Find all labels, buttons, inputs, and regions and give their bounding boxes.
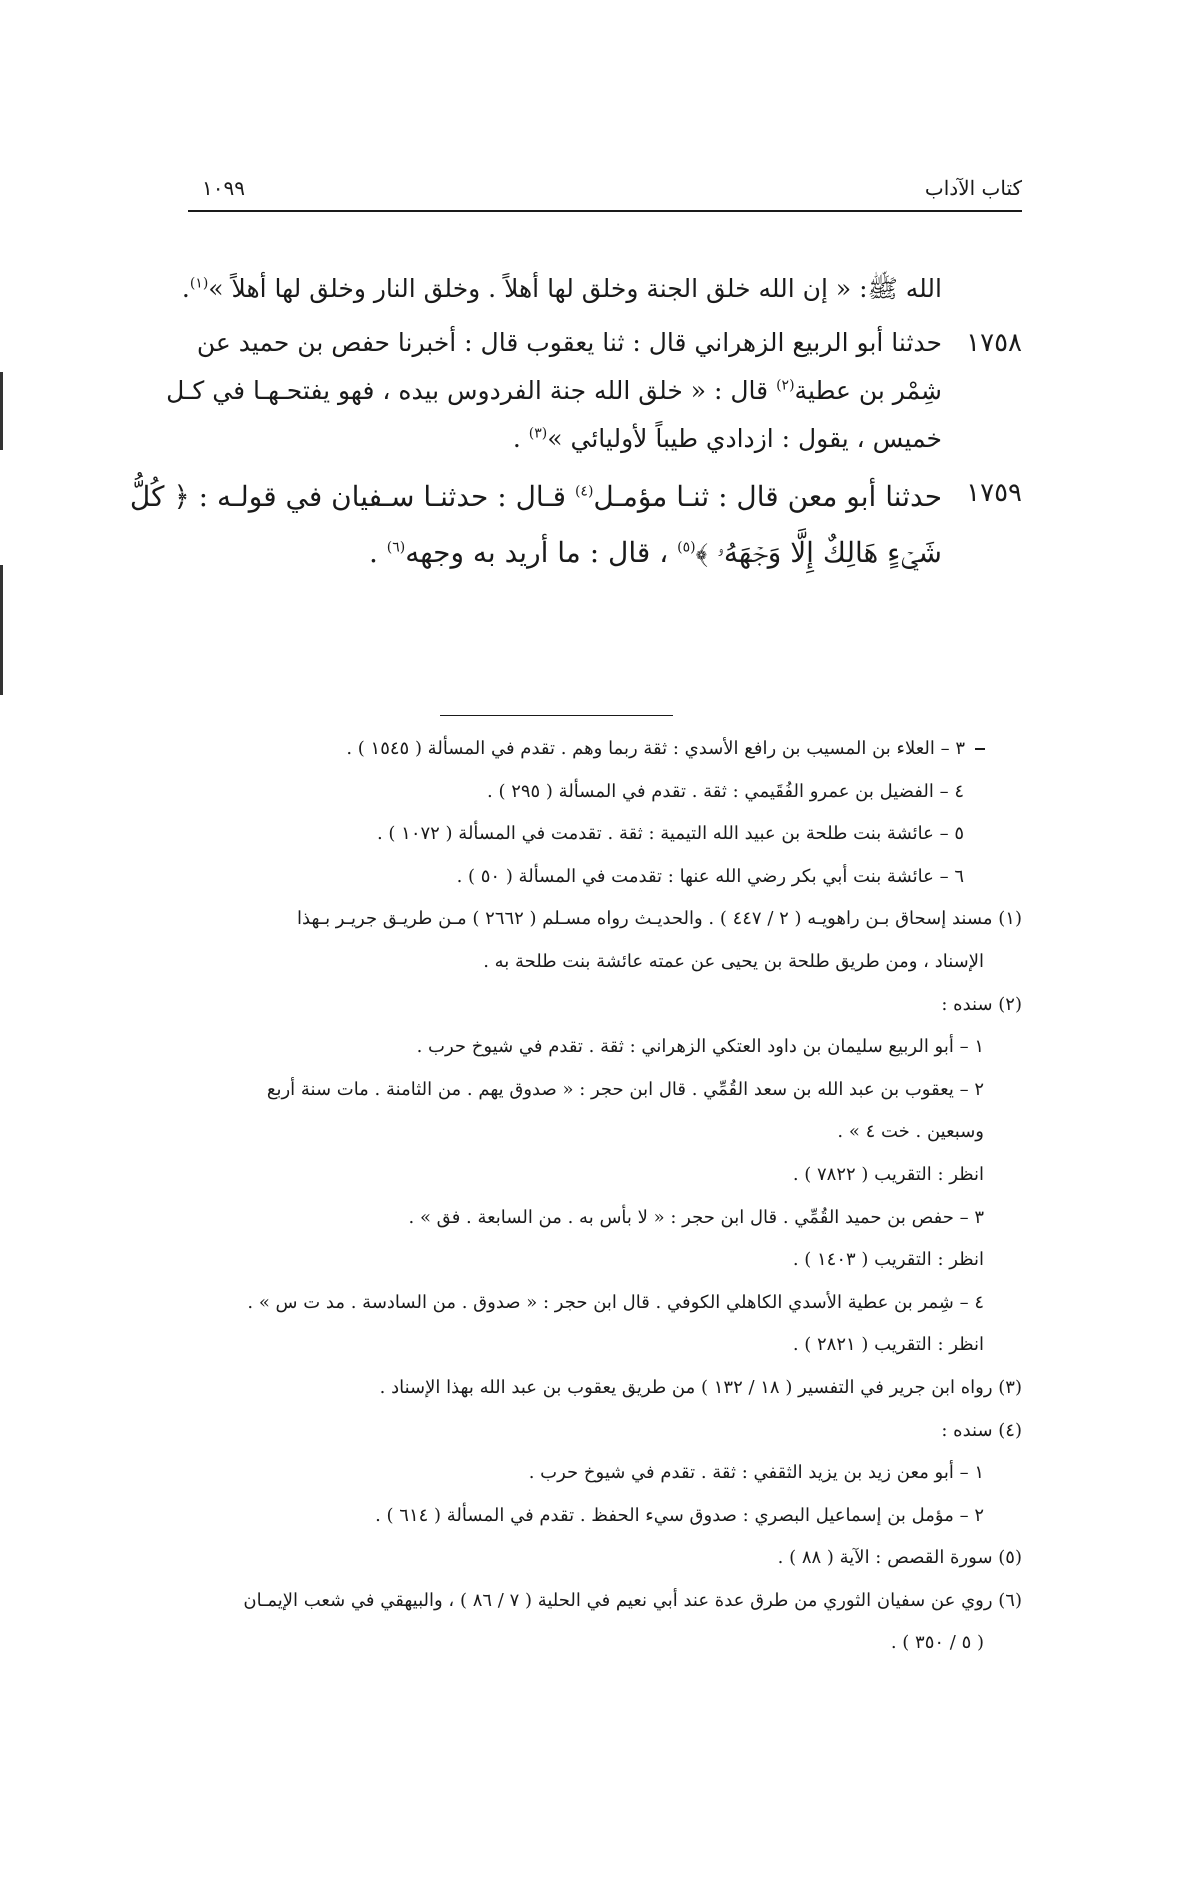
footnote-line: ١ – أبو الربيع سليمان بن داود العتكي الزهراني : ثقة . تقدم في شيوخ حرب .	[416, 1036, 984, 1058]
hadith-1758	[166, 319, 1022, 463]
footnote-line: ١ – أبو معن زيد بن يزيد الثقفي : ثقة . تقدم في شيوخ حرب .	[528, 1462, 984, 1484]
text-line: شَيۡءٍ هَالِكٌ إِلَّا وَجۡهَهُۥ ﴾$^{(٥)}$ ، قال : ما أريد به وجهه$^{(٦)}$ .	[368, 536, 942, 569]
text-line: خميس ، يقول : ازدادي طيباً لأوليائي »$^{(٣)}$ .	[512, 424, 942, 453]
hadith-1759	[129, 469, 1022, 581]
footnote-line: (٢) سنده :	[941, 993, 1022, 1015]
footnote-line: ٢ – يعقوب بن عبد الله بن سعد القُمِّي . قال ابن حجر : « صدوق يهم . من الثامنة . مات سنة أربع	[266, 1078, 984, 1100]
footnote-line: (٣) رواه ابن جرير في التفسير ( ١٨ / ١٣٢ ) من طريق يعقوب بن عبد الله بهذا الإسناد .	[379, 1376, 1022, 1398]
footnote-line: ( ٥ / ٣٥٠ ) .	[890, 1632, 984, 1654]
footnote-line: انظر : التقريب ( ٢٨٢١ ) .	[792, 1334, 984, 1356]
footnote-ref: (٦)	[386, 539, 406, 556]
footnote-ref: (٥)	[677, 539, 696, 556]
continuation-mark	[975, 748, 985, 750]
text-line: حدثنا أبو الربيع الزهراني قال : ثنا يعقوب قال : أخبرنا حفص بن حميد عن	[196, 328, 942, 357]
text-line: حدثنا أبو معن قال : ثنـا مؤمـل$^{(٤)}$ قـال : حدثنـا سـفيان في قولـه : ﴿ كُلُّ	[129, 480, 942, 513]
footnote-line: (٤) سنده :	[941, 1419, 1022, 1441]
footnote-line: وسبعين . خت ٤ » .	[837, 1121, 984, 1143]
page-number: ١٠٩٩	[202, 176, 245, 200]
footnote-line: ٣ – حفص بن حميد القُمِّي . قال ابن حجر : « لا بأس به . من السابعة . فق » .	[408, 1206, 984, 1228]
footnote-line: (١) مسند إسحاق بـن راهويـه ( ٢ / ٤٤٧ ) . والحديـث رواه مسـلم ( ٢٦٦٢ ) مـن طريـق جريـر بـهذا	[297, 908, 1022, 930]
footnote-line: ٦ – عائشة بنت أبي بكر رضي الله عنها : تقدمت في المسألة ( ٥٠ ) .	[456, 865, 964, 887]
footnote-line: ٣ – العلاء بن المسيب بن رافع الأسدي : ثقة ربما وهم . تقدم في المسألة ( ١٥٤٥ ) .	[170, 728, 1022, 771]
footnote-line: ٤ – شِمر بن عطية الأسدي الكاهلي الكوفي . قال ابن حجر : « صدوق . من السادسة . مد ت س » .	[247, 1291, 984, 1313]
footnote-ref: (٤)	[574, 483, 594, 500]
footnote-line: (٥) سورة القصص : الآية ( ٨٨ ) .	[777, 1547, 1022, 1569]
footnote-ref: (٢)	[776, 377, 795, 394]
footnote-ref: (١)	[189, 275, 209, 292]
text-line: شِمْر بن عطية$^{(٢)}$ قال : « خلق الله جنة الفردوس بيده ، فهو يفتحـهـا في كـل	[166, 376, 942, 405]
quran-verse: شَيۡءٍ هَالِكٌ إِلَّا وَجۡهَهُۥ ﴾	[695, 536, 942, 569]
footnote-line: ٢ – مؤمل بن إسماعيل البصري : صدوق سيء الحفظ . تقدم في المسألة ( ٦١٤ ) .	[375, 1504, 984, 1526]
scan-edge-mark	[0, 372, 3, 450]
text-line: الله ﷺ: « إن الله خلق الجنة وخلق لها أهلاً . وخلق النار وخلق لها أهلاً »$^{(١)}$.	[181, 274, 942, 303]
running-title: كتاب الآداب	[924, 176, 1022, 200]
page-header	[188, 176, 1022, 212]
footnote-separator	[440, 715, 673, 716]
scan-edge-mark	[0, 565, 3, 695]
footnote-line: ٥ – عائشة بنت طلحة بن عبيد الله التيمية : ثقة . تقدمت في المسألة ( ١٠٧٢ ) .	[376, 823, 964, 845]
hadith-number: ١٧٥٨	[966, 328, 1022, 358]
footnote-line: الإسناد ، ومن طريق طلحة بن يحيى عن عمته عائشة بنت طلحة به .	[483, 950, 984, 972]
footnote-line: انظر : التقريب ( ٧٨٢٢ ) .	[792, 1163, 984, 1185]
footnotes	[170, 728, 1022, 1665]
main-text	[129, 265, 1022, 581]
footnote-line: انظر : التقريب ( ١٤٠٣ ) .	[792, 1249, 984, 1271]
hadith-number: ١٧٥٩	[966, 478, 1022, 508]
footnote-line: ٤ – الفضيل بن عمرو الفُقَيمي : ثقة . تقدم في المسألة ( ٢٩٥ ) .	[487, 780, 964, 802]
footnote-ref: (٣)	[528, 425, 548, 442]
footnote-line: (٦) روي عن سفيان الثوري من طرق عدة عند أبي نعيم في الحلية ( ٧ / ٨٦ ) ، والبيهقي في شعب الإيمـان	[243, 1589, 1022, 1611]
